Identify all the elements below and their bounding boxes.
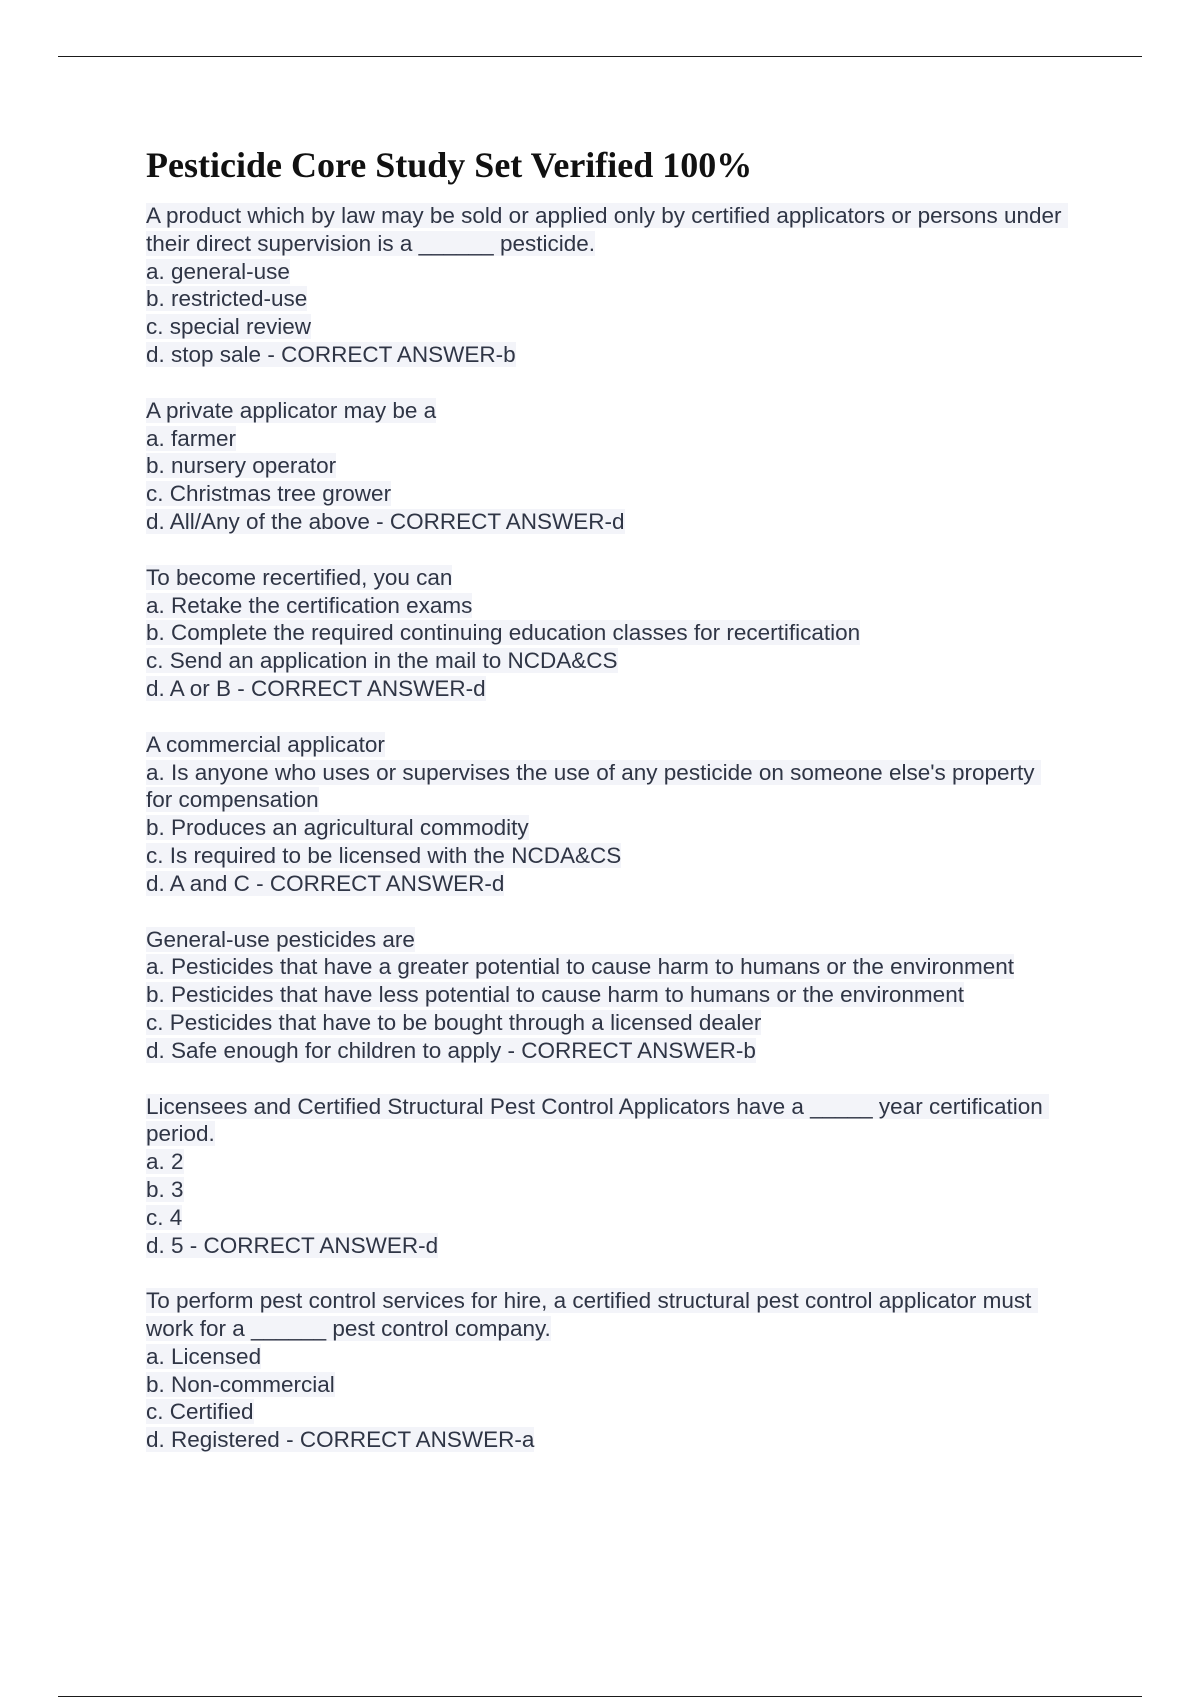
document-body (146, 142, 1066, 1482)
question-block-2 (146, 397, 1066, 536)
question-block-5 (146, 926, 1066, 1065)
answer-option-a: a. Retake the certification exams (146, 592, 473, 618)
answer-option-b: b. restricted-use (146, 286, 308, 312)
answer-option-c: c. Pesticides that have to be bought through a licensed dealer (146, 1009, 762, 1035)
question-text: Licensees and Certified Structural Pest Control Applicators have a _____ year certification period. (146, 1093, 1050, 1147)
answer-option-b: b. 3 (146, 1176, 184, 1202)
question-block-1 (146, 202, 1066, 369)
answer-option-d-with-correct-answer: d. stop sale - CORRECT ANSWER-b (146, 341, 516, 367)
question-text: To become recertified, you can (146, 564, 453, 590)
answer-option-c: c. special review (146, 314, 312, 340)
answer-option-a: a. 2 (146, 1149, 184, 1175)
question-text: A private applicator may be a (146, 397, 437, 423)
answer-option-a: a. farmer (146, 425, 237, 451)
answer-option-c: c. Is required to be licensed with the NCDA&CS (146, 842, 622, 868)
answer-option-b: b. nursery operator (146, 453, 337, 479)
answer-option-d-with-correct-answer: d. All/Any of the above - CORRECT ANSWER-d (146, 508, 625, 534)
answer-option-a: a. Licensed (146, 1343, 262, 1369)
question-block-7 (146, 1287, 1066, 1454)
answer-option-d-with-correct-answer: d. Safe enough for children to apply - CORRECT ANSWER-b (146, 1037, 756, 1063)
question-text: A product which by law may be sold or applied only by certified applicators or persons under their direct supervision is a ______ pesticide. (146, 203, 1068, 256)
answer-option-a: a. Is anyone who uses or supervises the use of any pesticide on someone else's property for compensation (146, 759, 1041, 813)
question-text: A commercial applicator (146, 731, 385, 757)
answer-option-c: c. Christmas tree grower (146, 481, 392, 507)
header-rule (58, 56, 1142, 57)
answer-option-d-with-correct-answer: d. Registered - CORRECT ANSWER-a (146, 1427, 535, 1453)
answer-option-c: c. Certified (146, 1399, 254, 1425)
answer-option-a: a. general-use (146, 258, 290, 284)
question-text: To perform pest control services for hire, a certified structural pest control applicator must work for a ______ pest control company. (146, 1288, 1038, 1342)
question-block-6 (146, 1093, 1066, 1260)
document-title: Pesticide Core Study Set Verified 100% (146, 145, 753, 185)
question-block-3 (146, 564, 1066, 703)
answer-option-d-with-correct-answer: d. A and C - CORRECT ANSWER-d (146, 870, 505, 896)
answer-option-d-with-correct-answer: d. 5 - CORRECT ANSWER-d (146, 1232, 439, 1258)
answer-option-b: b. Pesticides that have less potential to cause harm to humans or the environment (146, 982, 964, 1008)
answer-option-b: b. Complete the required continuing education classes for recertification (146, 620, 861, 646)
answer-option-b: b. Produces an agricultural commodity (146, 815, 529, 841)
answer-option-c: c. Send an application in the mail to NCDA&CS (146, 648, 618, 674)
answer-option-c: c. 4 (146, 1204, 183, 1230)
question-block-4 (146, 731, 1066, 898)
footer-rule (58, 1696, 1142, 1697)
answer-option-b: b. Non-commercial (146, 1371, 335, 1397)
answer-option-d-with-correct-answer: d. A or B - CORRECT ANSWER-d (146, 675, 486, 701)
answer-option-a: a. Pesticides that have a greater potential to cause harm to humans or the environment (146, 954, 1014, 980)
question-text: General-use pesticides are (146, 926, 415, 952)
